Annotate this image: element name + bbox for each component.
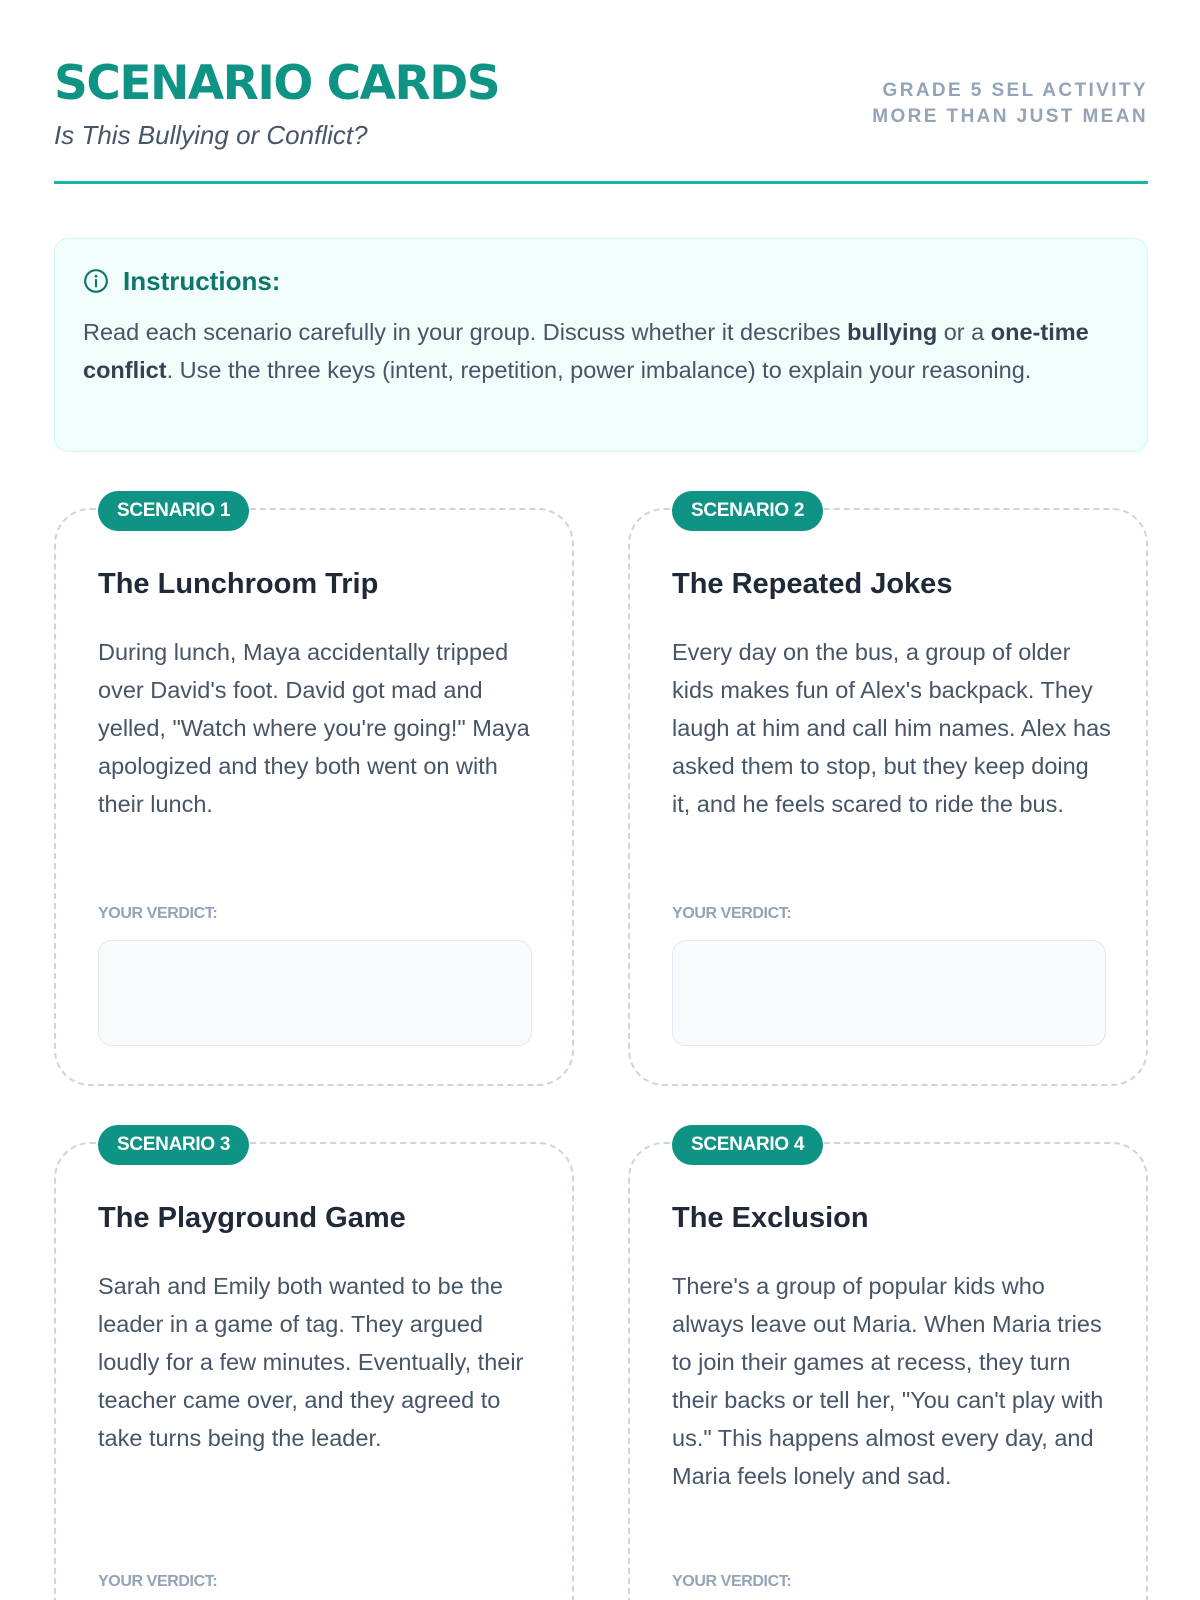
verdict-answer-box[interactable]: [672, 940, 1106, 1046]
scenario-text: There's a group of popular kids who always leave out Maria. When Maria tries to join their games at recess, they turn their backs or tell her, "You can't play with us." This happens almost every day, and Maria feels lonely and sad.: [672, 1273, 1104, 1489]
page-subtitle: Is This Bullying or Conflict?: [54, 120, 368, 150]
unit-label: MORE THAN JUST MEAN: [872, 106, 1148, 127]
instructions-box: [54, 238, 1148, 452]
instructions-text-part: Read each scenario carefully in your group. Discuss whether it describes: [83, 319, 848, 345]
scenario-badge: SCENARIO 1: [98, 491, 249, 531]
scenario-text: Sarah and Emily both wanted to be the leader in a game of tag. They argued loudly for a few minutes. Eventually, their teacher came over, and they agreed to take turns being the leader.: [98, 1273, 524, 1451]
scenario-title: The Exclusion: [672, 1202, 869, 1234]
scenario-badge: SCENARIO 2: [672, 491, 823, 531]
verdict-label: YOUR VERDICT:: [98, 1573, 218, 1590]
verdict-label: YOUR VERDICT:: [672, 1573, 792, 1590]
worksheet-page: [54, 0, 1148, 1600]
scenario-card-1: [54, 500, 574, 1086]
scenario-card-4: [628, 1134, 1148, 1600]
scenario-badge: SCENARIO 4: [672, 1125, 823, 1165]
scenario-text: During lunch, Maya accidentally tripped over David's foot. David got mad and yelled, "Watch where you're going!" Maya apologized and they both went on with their lunch.: [98, 639, 530, 817]
instructions-title: Instructions:: [123, 265, 281, 296]
verdict-label: YOUR VERDICT:: [672, 905, 792, 922]
scenario-card-3: [54, 1134, 574, 1600]
scenario-text: Every day on the bus, a group of older kids makes fun of Alex's backpack. They laugh at him and call him names. Alex has asked them to stop, but they keep doing it, and he feels scared to ride the bus.: [672, 639, 1111, 817]
scenario-title: The Playground Game: [98, 1202, 406, 1234]
scenario-badge: SCENARIO 3: [98, 1125, 249, 1165]
info-icon: [83, 268, 109, 294]
instructions-keyword-bullying: bullying: [847, 319, 938, 345]
scenario-card-2: [628, 500, 1148, 1086]
verdict-answer-box[interactable]: [98, 940, 532, 1046]
verdict-label: YOUR VERDICT:: [98, 905, 218, 922]
instructions-text-part: or a: [937, 319, 991, 345]
instructions-text: [83, 313, 1119, 389]
grade-label: GRADE 5 SEL ACTIVITY: [882, 80, 1148, 101]
page-header: [54, 58, 1148, 184]
instructions-keyword-conflict: one-time conflict: [83, 319, 1089, 383]
page-title: SCENARIO CARDS: [54, 56, 500, 111]
scenario-title: The Lunchroom Trip: [98, 568, 379, 600]
instructions-text-part: . Use the three keys (intent, repetition, power imbalance) to explain your reasoning.: [166, 357, 1032, 383]
instructions-header: [83, 261, 1119, 301]
activity-meta: [872, 78, 1148, 130]
scenario-title: The Repeated Jokes: [672, 568, 953, 600]
